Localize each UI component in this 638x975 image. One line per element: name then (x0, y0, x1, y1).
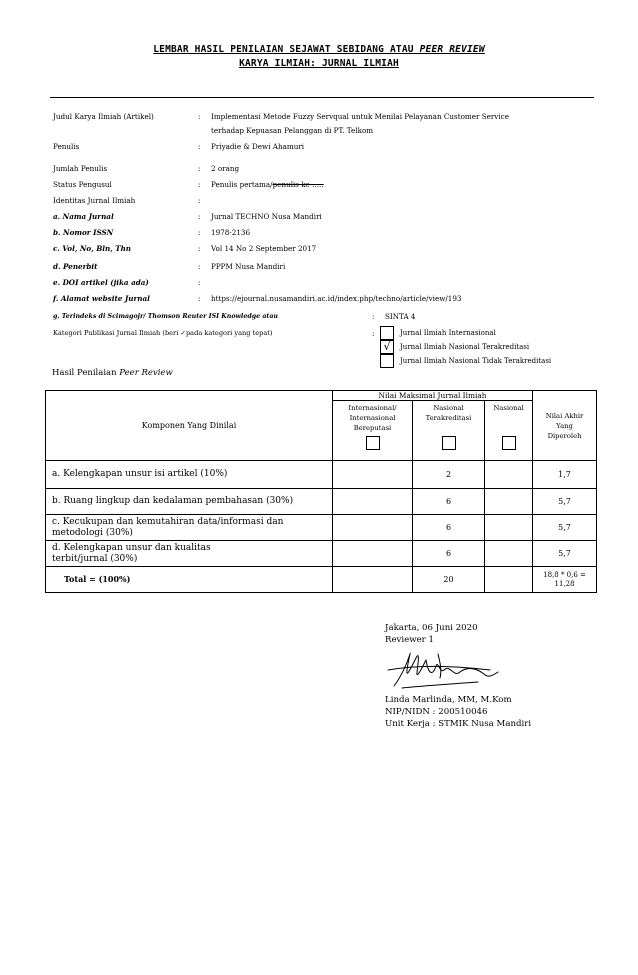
komponen-header: Komponen Yang Dinilai (46, 391, 333, 461)
assessment-table (45, 390, 597, 593)
col-nasional-akr (413, 401, 485, 461)
nama-jurnal-label: a. Nama Jurnal (53, 212, 114, 221)
category-checkbox-accredited[interactable]: √ (380, 340, 394, 354)
section-title (52, 368, 173, 378)
colon: : (198, 228, 201, 237)
row-nas (485, 515, 533, 541)
category-label-international: Jurnal Ilmiah Internasional (400, 329, 496, 337)
table-row (46, 461, 597, 489)
title-emphasis: PEER REVIEW (419, 44, 485, 55)
nasional-akr-checkbox[interactable] (442, 436, 456, 450)
total-label: Total = (100%) (46, 567, 333, 593)
judul-value-1: Implementasi Metode Fuzzy Servqual untuk Menilai Pelayanan Customer Service (211, 112, 509, 121)
row-intl (333, 461, 413, 489)
row-component: c. Kecukupan dan kemutahiran data/informasi dan metodologi (30%) (46, 515, 333, 541)
status-struck: penulis ke ..... (272, 180, 324, 189)
colon: : (372, 312, 375, 321)
penulis-label: Penulis (53, 142, 80, 151)
category-checkbox-not-accredited[interactable] (380, 354, 394, 368)
category-label-not-accredited: Jurnal Ilmiah Nasional Tidak Terakreditasi (400, 357, 552, 365)
row-intl (333, 515, 413, 541)
total-intl (333, 567, 413, 593)
table-row (46, 541, 597, 567)
row-component: b. Ruang lingkup dan kedalaman pembahasan (30%) (46, 489, 333, 515)
row-akhir: 1,7 (533, 461, 597, 489)
total-nas (485, 567, 533, 593)
reviewer-nip: NIP/NIDN : 200510046 (385, 707, 488, 717)
row-nas (485, 489, 533, 515)
judul-label: Judul Karya Ilmiah (Artikel) (53, 112, 154, 121)
internasional-checkbox[interactable] (366, 436, 380, 450)
colon: : (198, 164, 201, 173)
row-nas-akr: 2 (413, 461, 485, 489)
jumlah-label: Jumlah Penulis (53, 164, 108, 173)
col-nasional-label: Nasional (493, 404, 524, 412)
colon: : (198, 244, 201, 253)
row-akhir: 5,7 (533, 489, 597, 515)
row-nas (485, 461, 533, 489)
nama-jurnal-value: Jurnal TECHNO Nusa Mandiri (211, 212, 322, 221)
table-row (46, 489, 597, 515)
nilai-akhir-header: Nilai Akhir Yang Diperoleh (533, 391, 597, 461)
colon: : (372, 329, 375, 338)
category-label-accredited: Jurnal Ilmiah Nasional Terakreditasi (400, 343, 530, 351)
kategori-label: Kategori Publikasi Jurnal Ilmiah (beri ✓pada kategori yang tepat) (53, 329, 273, 337)
judul-value-2: terhadap Kepuasan Pelanggan di PT. Telkom (211, 126, 374, 135)
nasional-checkbox[interactable] (502, 436, 516, 450)
total-akhir: 18,8 * 0,6 = 11,28 (533, 567, 597, 593)
row-nas-akr: 6 (413, 489, 485, 515)
colon: : (198, 262, 201, 271)
row-intl (333, 541, 413, 567)
issn-value: 1978-2136 (211, 228, 251, 237)
title-line1: LEMBAR HASIL PENILAIAN SEJAWAT SEBIDANG ATAU (153, 44, 420, 55)
volume-label: c. Vol, No, Bln, Thn (53, 244, 132, 253)
website-label: f. Alamat website Jurnal (53, 294, 150, 303)
website-value: https://ejournal.nusamandiri.ac.id/index.php/techno/article/view/193 (211, 294, 462, 303)
colon: : (198, 112, 201, 121)
total-nas-akr: 20 (413, 567, 485, 593)
identitas-label: Identitas Jurnal Ilmiah (53, 196, 136, 205)
signature-role: Reviewer 1 (385, 635, 434, 645)
status-value (211, 180, 324, 189)
status-main: Penulis pertama/ (211, 180, 273, 189)
top-divider (50, 97, 594, 98)
page-title (0, 44, 638, 55)
col-internasional-label: Internasional/ Internasional Bereputasi (348, 404, 397, 432)
col-nasional (485, 401, 533, 461)
colon: : (198, 180, 201, 189)
row-nas (485, 541, 533, 567)
penerbit-value: PPPM Nusa Mandiri (211, 262, 286, 271)
table-row (46, 515, 597, 541)
index-label: g. Terindeks di Scimagojr/ Thomson Reuter ISI Knowledge atau (53, 313, 278, 320)
row-component: d. Kelengkapan unsur dan kualitas terbit/jurnal (30%) (46, 541, 333, 567)
colon: : (198, 278, 201, 287)
col-nasional-akr-label: Nasional Terakreditasi (425, 404, 472, 422)
row-akhir: 5,7 (533, 515, 597, 541)
reviewer-unit: Unit Kerja : STMIK Nusa Mandiri (385, 719, 532, 729)
col-internasional (333, 401, 413, 461)
volume-value: Vol 14 No 2 September 2017 (211, 244, 317, 253)
index-value: SINTA 4 (385, 312, 416, 321)
signature-image (380, 648, 510, 693)
row-akhir: 5,7 (533, 541, 597, 567)
row-intl (333, 489, 413, 515)
row-component: a. Kelengkapan unsur isi artikel (10%) (46, 461, 333, 489)
colon: : (198, 294, 201, 303)
doi-label: e. DOI artikel (jika ada) (53, 278, 149, 287)
category-checkbox-international[interactable] (380, 326, 394, 340)
total-row (46, 567, 597, 593)
issn-label: b. Nomor ISSN (53, 228, 114, 237)
jumlah-value: 2 orang (211, 164, 240, 173)
row-nas-akr: 6 (413, 541, 485, 567)
colon: : (198, 212, 201, 221)
colon: : (198, 142, 201, 151)
status-label: Status Pengusul (53, 180, 112, 189)
penulis-value: Priyadie & Dewi Ahamuri (211, 142, 305, 151)
row-nas-akr: 6 (413, 515, 485, 541)
penerbit-label: d. Penerbit (53, 262, 98, 271)
page-subtitle: KARYA ILMIAH: JURNAL ILMIAH (239, 58, 399, 69)
signature-place-date: Jakarta, 06 Juni 2020 (385, 623, 478, 633)
section-title-emphasis: Peer Review (119, 368, 173, 378)
section-title-prefix: Hasil Penilaian (52, 368, 120, 378)
colon: : (198, 196, 201, 205)
reviewer-name: Linda Marlinda, MM, M.Kom (385, 695, 512, 705)
group-header: Nilai Maksimal Jurnal Ilmiah (333, 391, 533, 401)
